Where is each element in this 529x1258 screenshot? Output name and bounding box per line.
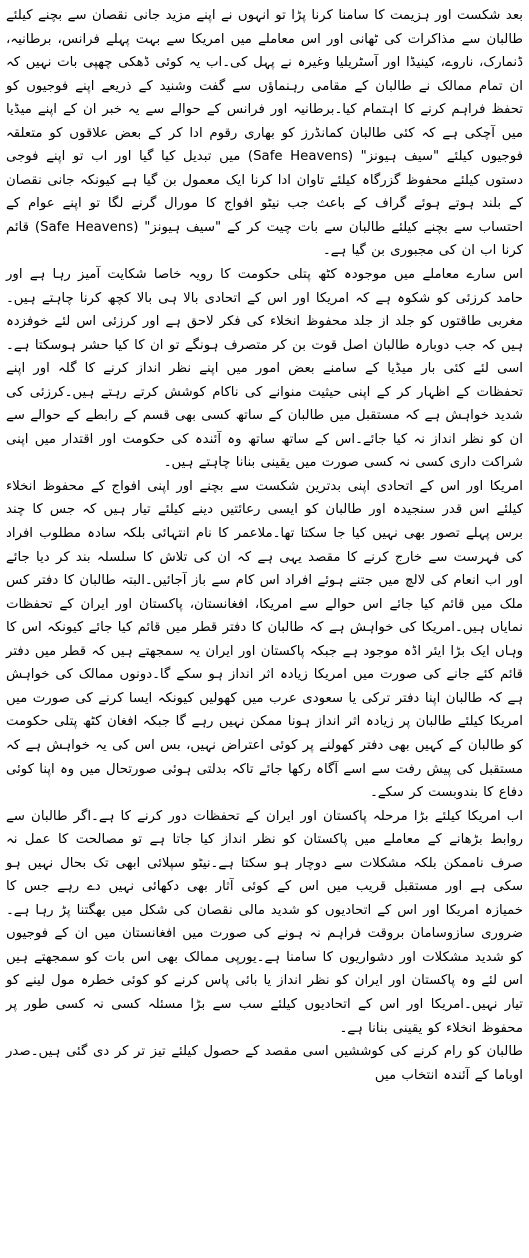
article-paragraph-3: امریکا اور اس کے اتحادی اپنی بدترین شکست سے بچنے اور اپنی افواج کے محفوظ انخلاء کیلئے اس قدر سنجیدہ اور طالبان کو ایسی رعائتیں دینے کیلئے تیار ہیں کہ جس کا چند برس پہلے تصور بھی نہیں کیا جا سکتا تھا۔ملاعمر کا نام انتہائی بلکہ سادہ مطلوب افراد کی فہرست سے خارج کرنے کا مقصد یہی ہے کہ ان کی تلاش کا سلسلہ بند کر دیا جائے اور اب انعام کی لالچ میں جتنے ہوئے افراد اس کام سے باز آجائیں۔البتہ طالبان کا دفتر کس ملک میں قائم کیا جائے اس حوالے سے امریکا، افغانستان، پاکستان اور ایران کے تحفظات نمایاں ہیں۔امریکا کی خواہش ہے کہ طالبان کا دفتر قطر میں قائم کیا جائے کیونکہ اس کا وہاں ایک بڑا ایئر اڈہ موجود ہے جبکہ پاکستان اور ایران یہ سمجھتے ہیں کہ قطر میں دفتر قائم کئے جانے کی صورت میں امریکا زیادہ اثر انداز ہو سکے گا۔دونوں ممالک کی خواہش ہے کہ طالبان اپنا دفتر ترکی یا سعودی عرب میں کھولیں کیونکہ ایسا کرنے کی صورت میں امریکا کیلئے طالبان پر زیادہ اثر انداز ہونا ممکن نہیں رہے گا جبکہ افغان کٹھ پتلی حکومت کو طالبان کے کہیں بھی دفتر کھولنے پر کوئی اعتراض نہیں، بس اس کی یہ خواہش ہے کہ مستقبل کی پیش رفت سے اسے آگاہ رکھا جائے تاکہ بدلتی ہوئی صورتحال میں وہ اپنا کوئی دفاع کا بندوبست کر سکے۔ xyxy=(6,478,523,801)
article-paragraph-5: طالبان کو رام کرنے کی کوششیں اسی مقصد کے حصول کیلئے تیز تر کر دی گئی ہیں۔صدر اوباما کے آئندہ انتخاب میں xyxy=(6,1044,523,1083)
article-paragraph-2: اس سارے معاملے میں موجودہ کٹھ پتلی حکومت کا رویہ خاصا شکایت آمیز رہا ہے اور حامد کرزئی کو شکوہ ہے کہ امریکا اور اس کے اتحادی بالا ہی بالا کچھ کرنا چاہتے ہیں۔مغربی طاقتوں کو جلد از جلد محفوظ انخلاء کی فکر لاحق ہے اور کرزئی اس لئے خوفزدہ ہیں کہ جب دوبارہ طالبان اصل قوت بن کر متصرف ہونگے تو ان کا کیا حشر ہوسکتا ہے۔اسی لئے کئی بار میڈیا کے سامنے بعض امور میں اپنے نظر انداز کرنے کا گلہ اور اپنے تحفظات کے اظہار کر کے اپنی حیثیت منوانے کی ناکام کوشش کرتے رہتے ہیں۔کرزئی کی شدید خواہش ہے کہ مستقبل میں طالبان کے ساتھ کسی بھی قسم کے رابطے کے حوالے سے ان کو نظر انداز نہ کیا جائے۔اس کے ساتھ ساتھ وہ آئندہ کی حکومت اور اقتدار میں اپنی شراکت داری کسی نہ کسی صورت میں یقینی بنانا چاہتے ہیں۔ xyxy=(6,267,523,471)
article-paragraph-4: اب امریکا کیلئے بڑا مرحلہ پاکستان اور ایران کے تحفظات دور کرنے کا ہے۔اگر طالبان سے روابط بڑھانے کے معاملے میں پاکستان کو نظر انداز کیا جاتا ہے تو مصالحت کا عمل نہ صرف ناممکن بلکہ مشکلات سے دوچار ہو سکتا ہے۔نیٹو سپلائی ابھی تک بحال نہیں ہو سکی ہے اور مستقبل قریب میں اس کے کوئی آثار بھی دکھائی نہیں دے رہے جس کا خمیازہ امریکا اور اس کے اتحادیوں کو شدید مالی نقصان کی شکل میں بھگتنا پڑ رہا ہے۔ضروری سازوسامان بروقت فراہم نہ ہونے کی صورت میں افغانستان میں ان کے فوجیوں کو شدید مشکلات اور دشواریوں کا سامنا ہے۔یورپی ممالک بھی اس بات کو سمجھتے ہیں اس لئے وہ پاکستان اور ایران کو نظر انداز یا بائی پاس کرنے کو کوئی خطرہ مول لینے کو تیار نہیں۔امریکا اور اس کے اتحادیوں کیلئے سب سے بڑا مسئلہ کسی نہ کسی طور پر محفوظ انخلاء کو یقینی بنانا ہے۔ xyxy=(6,808,523,1036)
article-paragraph-1: بعد شکست اور ہزیمت کا سامنا کرنا پڑا تو انہوں نے اپنے مزید جانی نقصان سے بچنے کیلئے طالبان سے مذاکرات کی ٹھانی اور اس معاملے میں امریکا سے بہت پہلے فرانس، برطانیہ، ڈنمارک، ناروے، کینیڈا اور آسٹریلیا وغیرہ نے پہل کی۔اب یہ کوئی ڈھکی چھپی بات نہیں کہ ان تمام ممالک نے طالبان کے مقامی رہنماؤں سے گفت وشنید کے ذریعے اپنے فوجیوں کو تحفظ فراہم کرنے کا اہتمام کیا۔برطانیہ اور فرانس کے حوالے سے یہ خبر ان کے اپنے میڈیا میں آچکی ہے کہ کئی طالبان کمانڈرز کو بھاری رقوم ادا کر کے بعض علاقوں کو متعلقہ فوجیوں کیلئے "سیف ہیونز" (Safe Heavens) میں تبدیل کیا گیا اور اب تو اپنے فوجی دستوں کیلئے محفوظ گزرگاہ کیلئے تاوان ادا کرنا ایک معمول بن گیا ہے کیونکہ جانی نقصان کے بلند ہوتے ہوئے گراف کے باعث جب نیٹو افواج کا مورال گرنے لگا تو اپنے عوام کے احتساب سے بچنے کیلئے طالبان سے بات چیت کر کے "سیف ہیونز" (Safe Heavens) قائم کرنا اب ان کی مجبوری بن گیا ہے۔ xyxy=(6,8,523,259)
